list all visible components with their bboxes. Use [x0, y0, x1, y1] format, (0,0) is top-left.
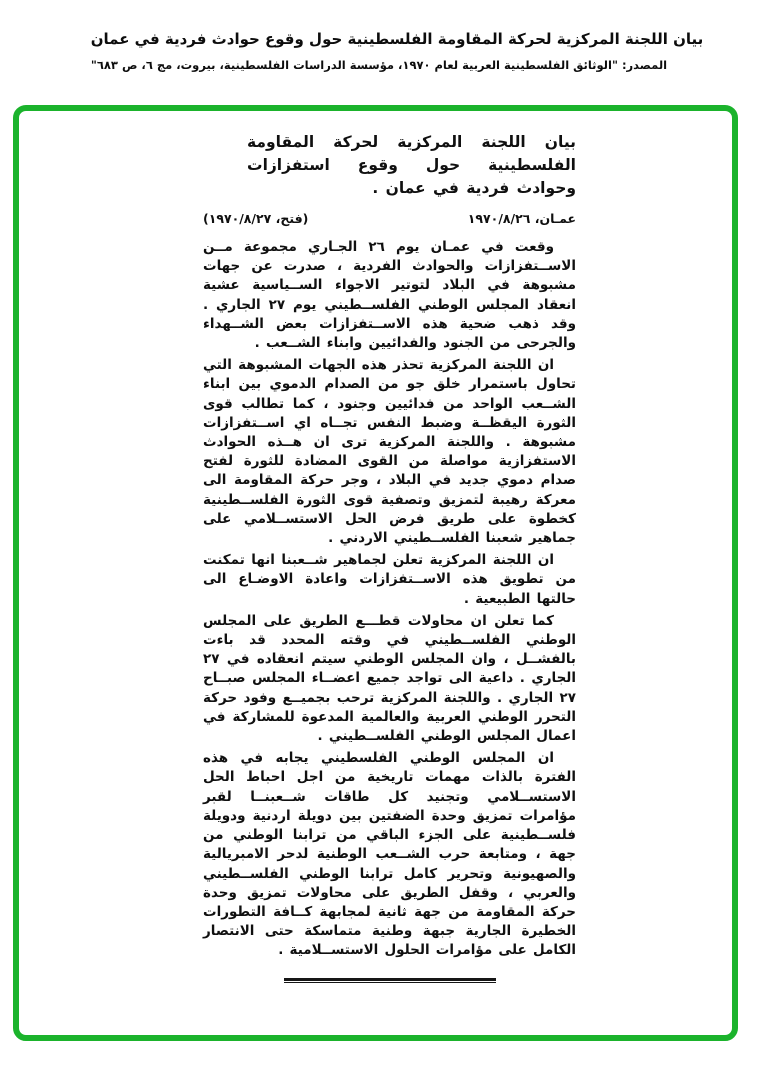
source-line: المصدر: "الوثائق الفلسطينية العربية لعام ١٩٧٠، مؤسسة الدراسات الفلسطينية، بيروت، مج ٦، ص ٦٨٣": [90, 58, 668, 72]
doc-paragraph: ان المجلس الوطني الفلسطيني يجابه في هذه الفترة بالذات مهمات تاريخية من اجل احباط الحل الاستســلامي وتجنيد كل طاقات شــعبنــا لقبر مؤامرات تمزيق وحدة الضفتين بين دويلة اردنية ودويلة فلســطينية على الجزء الباقي من ترابنا الوطني من جهة ، ومتابعة حرب الشــعب الوطنية لدحر الامبريالية والصهيونية وتحرير كامل ترابنا الوطني الفلســطيني والعربي ، وقفل الطريق على محاولات تمزيق وحدة حركة المقاومة من جهة ثانية لمجابهة كــافة التطورات الخطيرة الجارية جبهة وطنية متماسكة حتى الانتصار الكامل على مؤامرات الحلول الاستســلامية .: [203, 750, 576, 959]
end-rule: [284, 978, 496, 983]
dateline: [203, 211, 576, 226]
dateline-agency-date: (فتح، ١٩٧٠/٨/٢٧): [203, 211, 309, 226]
page-header: [0, 30, 758, 72]
document-title: بيان اللجنة المركزية لحركة المقاومة الفلسطينية حول وقوع استفزازات وحوادث فردية في عمان .: [247, 133, 576, 197]
doc-paragraph: ان اللجنة المركزية تعلن لجماهير شــعبنا انها تمكنت من تطويق هذه الاســتفزازات واعادة الاوضـاع الى حالتها الطبيعية .: [203, 552, 576, 607]
document-body: [203, 238, 576, 961]
doc-paragraph: كما تعلن ان محاولات قطـــع الطريق على المجلس الوطني الفلســطيني في وقته المحدد قد باءت بالفشــل ، وان المجلس الوطني سيتم انعقاده في ٢٧ الجاري . داعية الى تواجد جميع اعضــاء المجلس صبــاح ٢٧ الجاري . واللجنة المركزية ترحب بجميــع وفود حركة التحرر الوطني العربية والعالمية المدعوة للمشاركة في اعمال المجلس الوطني الفلســطيني .: [203, 612, 576, 745]
document-page: [203, 131, 576, 983]
doc-paragraph: وقعت في عمـان يوم ٢٦ الجـاري مجموعة مــن الاســتفزازات والحوادث الفردية ، صدرت عن جهات مشبوهة في البلاد لتوتير الاجواء الســياسية عشية انعقاد المجلس الوطني الفلســطيني يوم ٢٧ الجاري . وقد ذهب ضحية هذه الاســتفزازات بعض الشــهداء والجرحى من الجنود والفدائيين وابناء الشــعب .: [203, 239, 577, 352]
dateline-place-date: عمـان، ١٩٧٠/٨/٢٦: [467, 211, 576, 226]
doc-paragraph: ان اللجنة المركزية تحذر هذه الجهات المشبوهة التي تحاول باستمرار خلق جو من الصدام الدموي بين ابناء الشــعب الواحد من فدائيين وجنود ، كما تطالب قوى الثورة اليقظــة وضبط النفس تجــاه اي اســتفزازات مشبوهة . واللجنة المركزية ترى ان هــذه الحوادث الاستفزازية مواصلة من القوى المضادة للثورة لفتح صدام دموي جديد في البلاد ، وجر حركة المقاومة الى معركة رهيبة لتمزيق وتصفية قوى الثورة الفلســطينية كخطوة على طريق فرض الحل الاستســلامي على جماهير شعبنا الفلســطيني الاردني .: [203, 357, 576, 547]
page-title: بيان اللجنة المركزية لحركة المقاومة الفلسطينية حول وقوع حوادث فردية في عمان: [90, 30, 704, 48]
